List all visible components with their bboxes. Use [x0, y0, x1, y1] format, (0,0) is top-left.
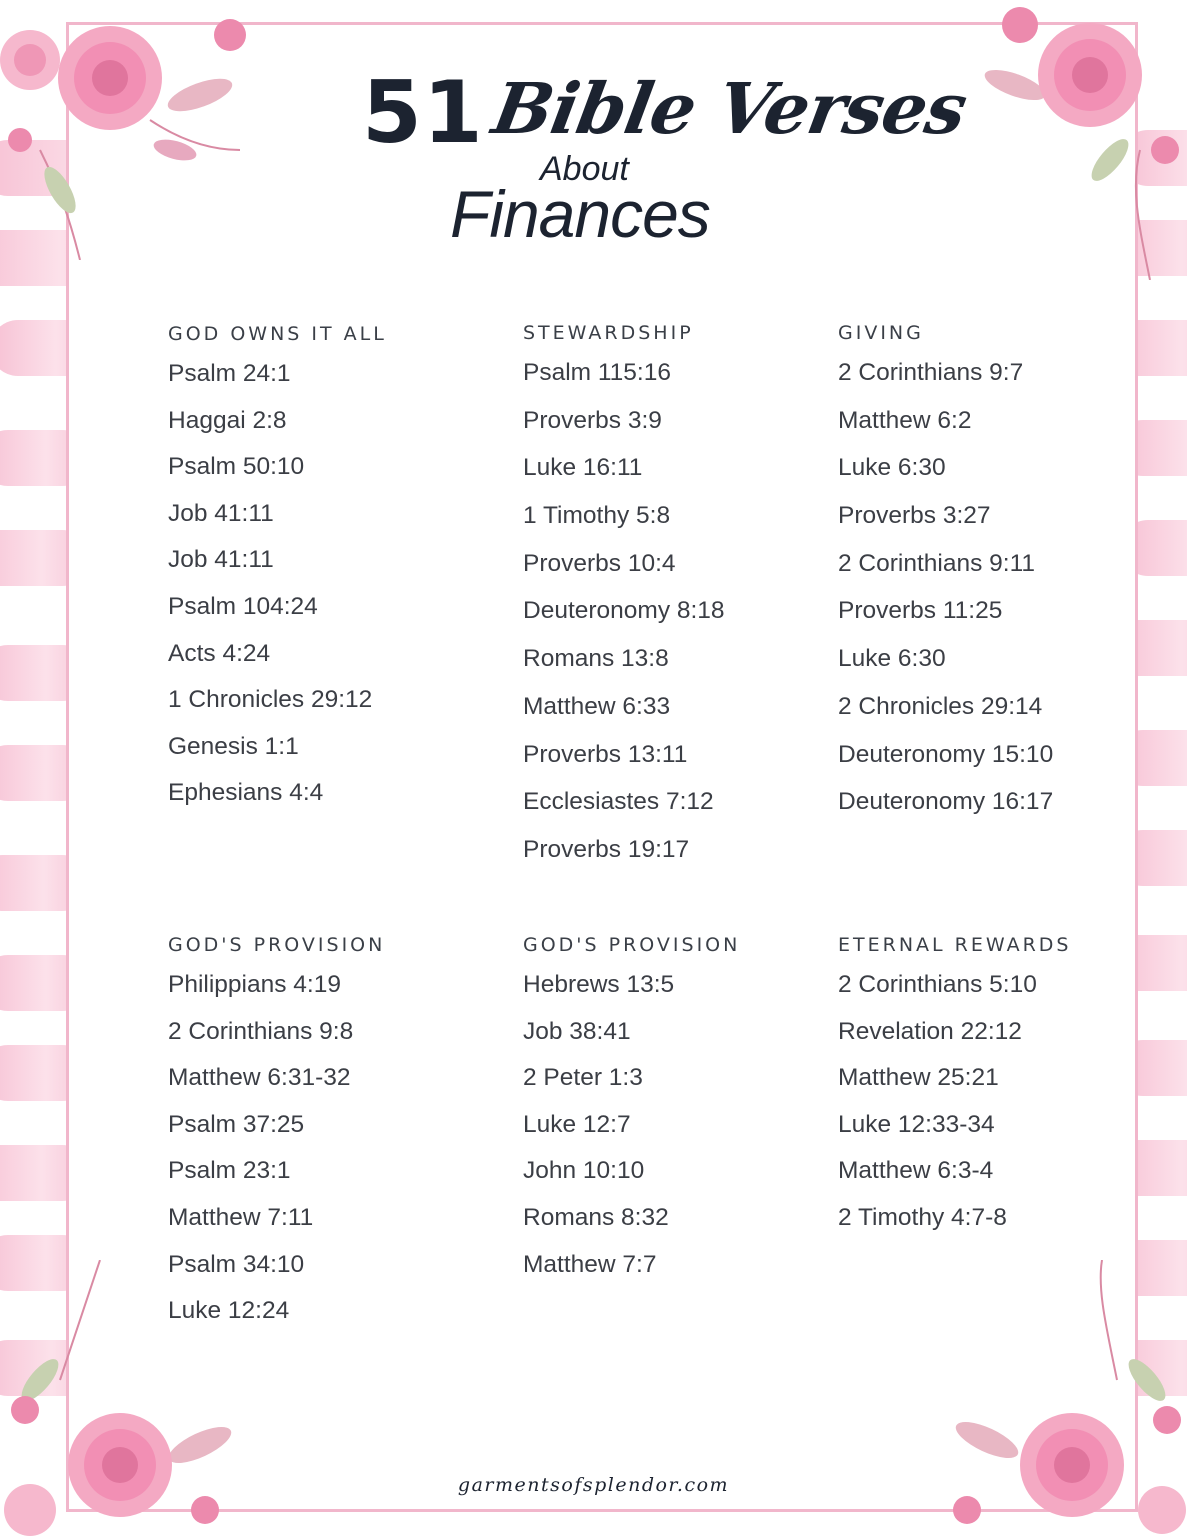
verse-list — [168, 359, 387, 825]
verse-item: Luke 12:33-34 — [838, 1110, 995, 1138]
section-heading: ETERNAL REWARDS — [838, 934, 1072, 956]
verse-item: Deuteronomy 16:17 — [838, 788, 1054, 816]
verse-item: Revelation 22:12 — [838, 1017, 1022, 1045]
section-heading: GIVING — [838, 322, 924, 344]
verse-item: Matthew 7:7 — [523, 1250, 657, 1278]
verse-item: 1 Chronicles 29:12 — [168, 686, 373, 714]
verse-item: Proverbs 3:27 — [838, 502, 991, 530]
section-heading: GOD OWNS IT ALL — [168, 323, 387, 345]
section-heading: GOD'S PROVISION — [523, 934, 741, 956]
verse-item: Proverbs 19:17 — [523, 835, 690, 863]
verse-item: Deuteronomy 15:10 — [838, 740, 1054, 768]
verse-item: Psalm 24:1 — [168, 360, 291, 387]
verse-item: John 10:10 — [523, 1157, 645, 1185]
verse-item: Philippians 4:19 — [168, 971, 341, 998]
verse-item: Psalm 23:1 — [168, 1157, 291, 1185]
rose-corner-top-right-icon — [960, 0, 1187, 280]
verse-item: Haggai 2:8 — [168, 406, 287, 434]
verse-item: Proverbs 3:9 — [523, 406, 662, 434]
verse-item: Psalm 115:16 — [523, 359, 671, 386]
verse-item: Luke 12:7 — [523, 1110, 631, 1138]
title-topic: Finances — [450, 177, 710, 251]
verse-item: Ecclesiastes 7:12 — [523, 788, 714, 816]
verse-item: Genesis 1:1 — [168, 732, 299, 760]
verse-item: Proverbs 13:11 — [523, 740, 688, 768]
verse-item: Proverbs 10:4 — [523, 549, 676, 577]
section-eternal-rewards — [838, 932, 1072, 1250]
section-stewardship — [523, 320, 725, 883]
verse-item: 2 Chronicles 29:14 — [838, 692, 1043, 720]
verse-item: Luke 16:11 — [523, 454, 643, 482]
verse-item: 2 Timothy 4:7-8 — [838, 1203, 1007, 1231]
verse-item: 2 Corinthians 9:7 — [838, 359, 1024, 386]
verse-item: Matthew 6:3-4 — [838, 1157, 994, 1185]
verse-item: Psalm 50:10 — [168, 453, 305, 481]
verse-item: Hebrews 13:5 — [523, 971, 675, 998]
verse-list — [523, 970, 740, 1296]
section-heading: GOD'S PROVISION — [168, 934, 386, 956]
verse-item: 2 Peter 1:3 — [523, 1064, 643, 1092]
verse-item: Ephesians 4:4 — [168, 779, 324, 807]
title-script: Bible Verses — [486, 67, 973, 150]
verse-list — [838, 970, 1072, 1250]
verse-item: 2 Corinthians 9:11 — [838, 549, 1036, 577]
verse-item: Romans 13:8 — [523, 645, 669, 673]
section-gods-provision-2 — [523, 932, 740, 1296]
footer-website: garmentsofsplendor.com — [457, 1474, 730, 1496]
verse-item: 2 Corinthians 9:8 — [168, 1017, 354, 1045]
verse-item: Job 41:11 — [168, 499, 274, 527]
verse-item: Luke 6:30 — [838, 645, 946, 673]
verse-item: Psalm 104:24 — [168, 592, 318, 620]
section-god-owns-it-all — [168, 321, 387, 825]
section-giving — [838, 320, 1053, 835]
verse-item: Luke 12:24 — [168, 1297, 290, 1325]
verse-item: Romans 8:32 — [523, 1203, 669, 1231]
verse-list — [168, 970, 385, 1343]
verse-item: Deuteronomy 8:18 — [523, 597, 725, 625]
verse-item: Matthew 6:31-32 — [168, 1064, 351, 1092]
verse-item: Job 38:41 — [523, 1017, 631, 1045]
title-number: 51 — [362, 63, 484, 163]
verse-item: Job 41:11 — [168, 546, 274, 574]
verse-item: Proverbs 11:25 — [838, 597, 1003, 625]
verse-item: Luke 6:30 — [838, 454, 946, 482]
verse-item: 2 Corinthians 5:10 — [838, 971, 1037, 998]
rose-corner-top-left-icon — [0, 0, 260, 260]
verse-item: Matthew 7:11 — [168, 1203, 314, 1231]
section-gods-provision-1 — [168, 932, 385, 1343]
verse-item: Psalm 34:10 — [168, 1250, 305, 1278]
verse-item: Acts 4:24 — [168, 639, 271, 667]
section-heading: STEWARDSHIP — [523, 322, 694, 344]
verse-item: Matthew 6:2 — [838, 406, 972, 434]
title-about: About — [540, 150, 629, 188]
verse-item: 1 Timothy 5:8 — [523, 502, 671, 530]
verse-item: Matthew 25:21 — [838, 1064, 999, 1092]
verse-list — [523, 358, 725, 883]
verse-item: Matthew 6:33 — [523, 692, 671, 720]
verse-item: Psalm 37:25 — [168, 1110, 305, 1138]
verse-list — [838, 358, 1053, 835]
